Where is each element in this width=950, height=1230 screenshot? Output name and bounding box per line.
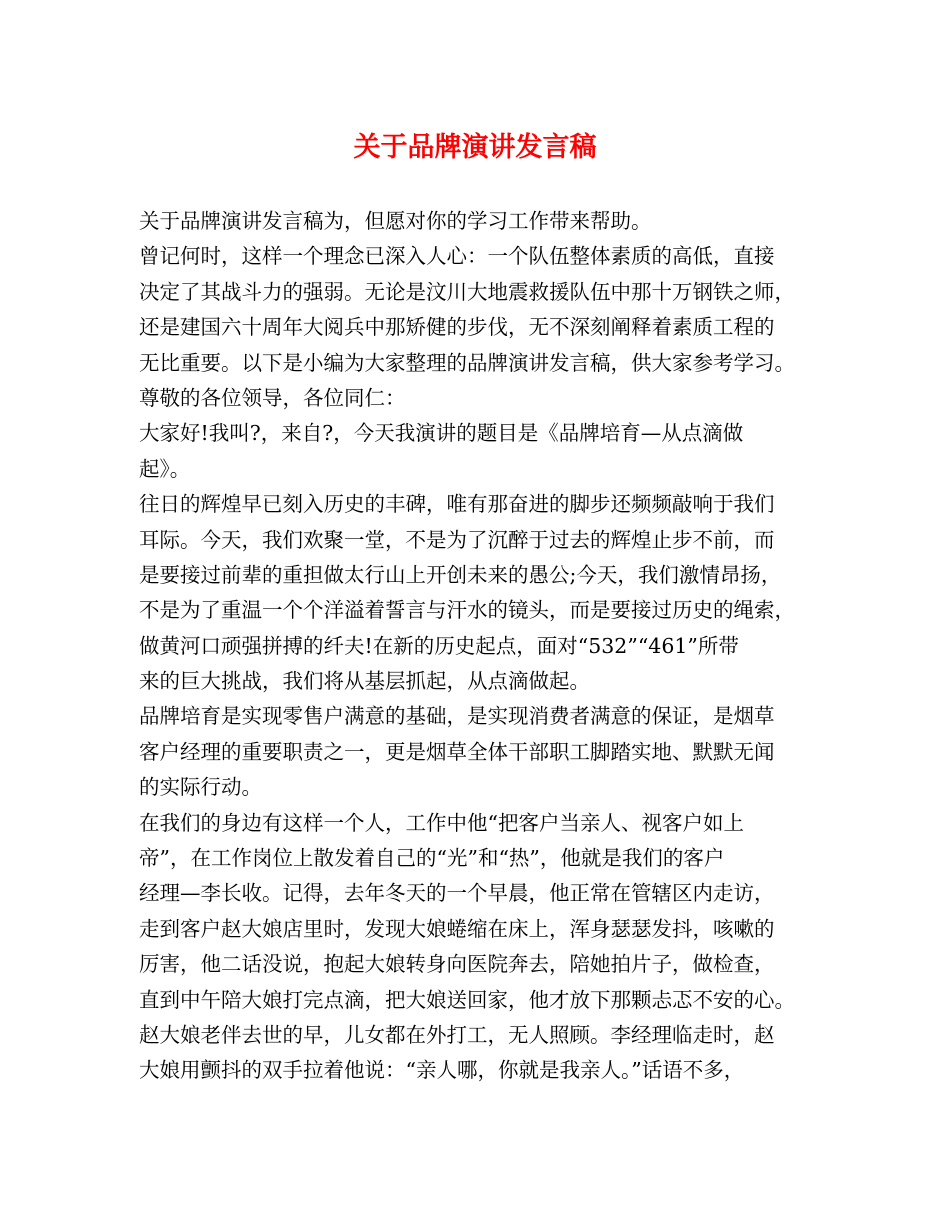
body-line: 是要接过前辈的重担做太行山上开创未来的愚公;今天，我们激情昂扬， xyxy=(139,562,782,587)
body-line: 来的巨大挑战，我们将从基层抓起，从点滴做起。 xyxy=(139,669,590,694)
body-line: 曾记何时，这样一个理念已深入人心：一个队伍整体素质的高低，直接 xyxy=(139,244,775,269)
document-body xyxy=(139,204,839,1089)
body-line: 无比重要。以下是小编为大家整理的品牌演讲发言稿，供大家参考学习。 xyxy=(139,350,795,375)
body-line: 不是为了重温一个个洋溢着誓言与汗水的镜头，而是要接过历史的绳索， xyxy=(139,598,795,623)
body-line: 在我们的身边有这样一个人，工作中他“把客户当亲人、视客户如上 xyxy=(139,810,744,835)
body-line: 大家好!我叫?，来自?，今天我演讲的题目是《品牌培育—从点滴做 xyxy=(139,421,744,446)
body-line: 帝”，在工作岗位上散发着自己的“光”和“热”，他就是我们的客户 xyxy=(139,846,725,871)
body-line: 做黄河口顽强拼搏的纤夫!在新的历史起点，面对“532”“461”所带 xyxy=(139,633,739,658)
body-line: 客户经理的重要职责之一，更是烟草全体干部职工脚踏实地、默默无闻 xyxy=(139,739,775,764)
body-line: 尊敬的各位领导，各位同仁： xyxy=(139,385,406,410)
body-line: 起》。 xyxy=(139,456,191,481)
body-line: 耳际。今天，我们欢聚一堂，不是为了沉醉于过去的辉煌止步不前，而 xyxy=(139,527,775,552)
body-line: 决定了其战斗力的强弱。无论是汶川大地震救援队伍中那十万钢铁之师， xyxy=(139,279,795,304)
document-title: 关于品牌演讲发言稿 xyxy=(353,132,597,163)
body-line: 还是建国六十周年大阅兵中那矫健的步伐，无不深刻阐释着素质工程的 xyxy=(139,315,775,340)
body-line: 赵大娘老伴去世的早，儿女都在外打工，无人照顾。李经理临走时，赵 xyxy=(139,1022,775,1047)
body-line: 大娘用颤抖的双手拉着他说：“亲人哪，你就是我亲人。”话语不多， xyxy=(139,1058,745,1083)
body-line: 关于品牌演讲发言稿为，但愿对你的学习工作带来帮助。 xyxy=(139,209,652,233)
body-line: 往日的辉煌早已刻入历史的丰碑，唯有那奋进的脚步还频频敲响于我们 xyxy=(139,492,775,517)
body-line: 走到客户赵大娘店里时，发现大娘蜷缩在床上，浑身瑟瑟发抖，咳嗽的 xyxy=(139,916,775,941)
body-line: 厉害，他二话没说，抱起大娘转身向医院奔去，陪她拍片子，做检查， xyxy=(139,952,775,977)
body-line: 的实际行动。 xyxy=(139,775,262,800)
body-line: 直到中午陪大娘打完点滴，把大娘送回家，他才放下那颗忐忑不安的心。 xyxy=(139,987,795,1012)
body-line: 经理—李长收。记得，去年冬天的一个早晨，他正常在管辖区内走访， xyxy=(139,881,775,906)
body-line: 品牌培育是实现零售户满意的基础，是实现消费者满意的保证，是烟草 xyxy=(139,704,775,729)
